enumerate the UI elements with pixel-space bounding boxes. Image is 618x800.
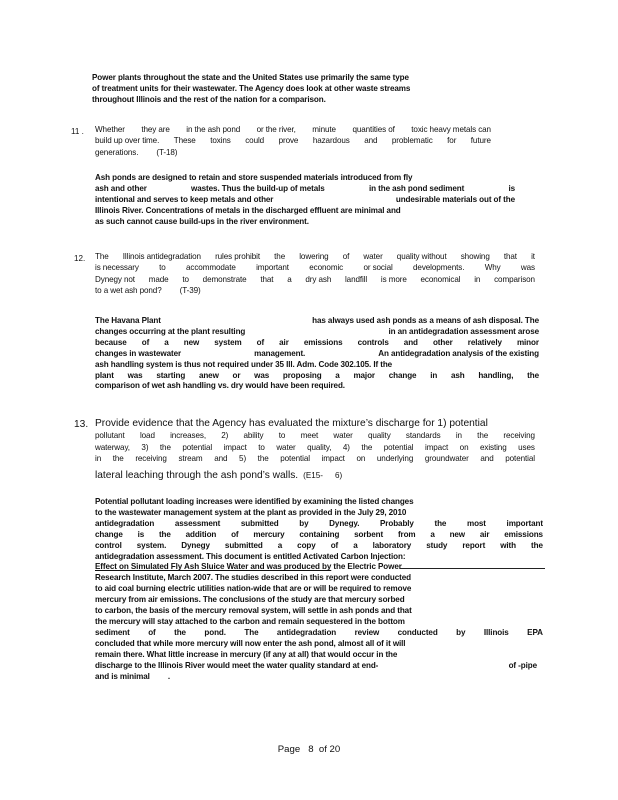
text-segment: on: [356, 454, 366, 464]
text-segment: Potential pollutant loading increases were identified by examining the listed changes: [95, 497, 414, 506]
text-segment: the Electric Power: [331, 562, 402, 572]
text-segment: future: [470, 136, 491, 146]
text-segment: showing: [460, 252, 490, 261]
question-line: [95, 274, 535, 285]
text-segment: relatively: [467, 337, 502, 347]
text-segment: to carbon, the basis of the mercury removal system, will settle in ash ponds and that: [95, 606, 412, 616]
text-segment: potential: [182, 442, 213, 452]
question-line: [95, 124, 491, 135]
text-segment: impact: [223, 442, 247, 452]
intro-line: of treatment units for their wastewater. The Agency does look at other waste streams: [92, 83, 411, 93]
text-segment: review: [354, 627, 380, 637]
answer-line: [95, 195, 515, 206]
text-segment: by: [299, 518, 309, 528]
text-segment: underlying: [376, 454, 414, 464]
question-13-text: [95, 418, 535, 483]
text-segment: antidegradation assessment. This document is entitled Activated Carbon Injection:: [95, 551, 406, 561]
text-segment: economical: [420, 274, 461, 284]
text-segment: to aid coal burning electric utilities nation-wide that are or will be required to remove: [95, 584, 412, 594]
question-line: [95, 453, 535, 465]
text-segment: new: [449, 529, 466, 539]
text-segment: quality,: [307, 442, 332, 452]
text-segment: in: [455, 431, 462, 440]
text-segment: conducted: [397, 627, 438, 637]
answer-line: [95, 360, 539, 371]
answer-line: [95, 173, 515, 184]
text-segment: Why: [484, 263, 501, 273]
text-segment: of: [342, 252, 350, 261]
question-line: [95, 135, 491, 146]
text-segment: (T-39): [179, 286, 201, 296]
text-segment: Whether: [95, 125, 125, 134]
text-segment: 3): [141, 442, 149, 452]
text-segment: addition: [185, 529, 217, 539]
question-12-text: [95, 251, 535, 297]
text-segment: landfill: [344, 274, 368, 284]
text-segment: and is minimal: [95, 671, 150, 681]
text-segment: remain there. What little increase in mercury (if any at all) that would occur in the: [95, 649, 398, 659]
text-segment: other: [432, 337, 453, 347]
text-segment: An antidegradation analysis of the existing: [378, 348, 539, 358]
text-segment: 2): [221, 431, 229, 440]
text-segment: and: [364, 136, 378, 146]
answer-12-text: [95, 316, 539, 392]
text-segment: antidegradation: [95, 518, 155, 528]
text-segment: emissions: [504, 529, 543, 539]
text-segment: economic: [309, 263, 344, 273]
question-line: Provide evidence that the Agency has evaluated the mixture’s discharge for 1) potential: [95, 418, 488, 429]
text-segment: water: [363, 252, 383, 261]
text-segment: EPA: [527, 627, 543, 637]
text-segment: discharge to the Illinois River would meet the water quality standard at end-: [95, 660, 379, 670]
text-segment: or the river,: [256, 125, 296, 134]
question-13-number: 13.: [74, 419, 89, 430]
text-segment: lowering: [299, 252, 329, 261]
question-11-text: [95, 124, 491, 158]
text-segment: mercury from air emissions. The conclusions of the study are that mercury sorbed: [95, 595, 405, 605]
text-segment: that: [503, 252, 517, 261]
text-segment: controls: [357, 337, 389, 347]
text-segment: because: [95, 337, 127, 347]
text-segment: important: [506, 518, 543, 528]
text-segment: in: [95, 454, 102, 464]
text-segment: stream: [178, 454, 203, 464]
question-body: [95, 430, 535, 465]
text-segment: has always used ash ponds as a means of ash disposal. The: [312, 316, 539, 325]
answer-line: [95, 519, 543, 530]
text-segment: handling,: [478, 370, 514, 380]
text-segment: 6): [334, 470, 343, 480]
text-segment: Dynegy not: [95, 274, 135, 284]
text-segment: from: [397, 529, 416, 539]
text-segment: The: [244, 627, 259, 637]
text-segment: a: [335, 370, 340, 380]
text-segment: quality: [367, 431, 391, 440]
text-segment: by: [456, 627, 466, 637]
text-segment: and: [403, 337, 418, 347]
text-segment: the: [274, 252, 286, 261]
text-segment: anew: [198, 370, 219, 380]
text-segment: Illinois River. Concentrations of metals in the discharged effluent are minimal and: [95, 205, 401, 215]
answer-line: [95, 530, 543, 541]
text-segment: to: [278, 431, 286, 440]
text-segment: assessment: [174, 518, 221, 528]
text-segment: of: [141, 337, 150, 347]
answer-line: [95, 349, 539, 360]
text-segment: comparison: [494, 274, 535, 284]
text-segment: it: [531, 252, 535, 261]
text-segment: quantities of: [352, 125, 395, 134]
text-segment: could: [245, 136, 265, 146]
text-segment: was: [254, 370, 270, 380]
answer-line: [95, 497, 543, 508]
text-segment: management.: [254, 348, 306, 358]
text-segment: they are: [141, 125, 170, 134]
text-segment: system.: [136, 540, 167, 550]
text-segment: demonstrate: [202, 274, 247, 284]
text-segment: potential: [505, 454, 535, 464]
text-segment: is: [137, 529, 145, 539]
text-segment: the: [434, 518, 447, 528]
text-segment: (T-18): [156, 147, 178, 157]
answer-line: [95, 316, 539, 327]
question-line: [95, 430, 535, 442]
answer-line: [95, 650, 543, 661]
underlined-title: Effect on Simulated Fly Ash Sluice Water and was produced by: [95, 562, 332, 572]
answer-line: [95, 661, 543, 672]
text-segment: to: [159, 263, 166, 273]
text-segment: ash: [450, 370, 465, 380]
text-segment: uses: [518, 442, 535, 452]
text-segment: The: [95, 252, 109, 261]
page-total: of 20: [318, 744, 341, 755]
text-segment: antidegradation: [276, 627, 337, 637]
intro-paragraph: [92, 73, 411, 106]
text-segment: of: [231, 529, 239, 539]
text-segment: water: [276, 442, 296, 452]
text-segment: lateral leaching through the ash pond’s walls.: [95, 469, 299, 481]
text-segment: was: [127, 370, 143, 380]
text-segment: standards: [405, 431, 441, 440]
answer-line: [95, 338, 539, 349]
text-segment: a: [430, 529, 435, 539]
text-segment: impact: [321, 454, 345, 464]
text-segment: Illinois: [483, 627, 509, 637]
text-segment: build up over time.: [95, 136, 160, 146]
text-segment: major: [353, 370, 375, 380]
text-segment: the: [477, 431, 489, 440]
text-segment: undesirable materials out of the: [395, 194, 515, 204]
answer-line: [95, 672, 543, 683]
text-segment: the: [174, 627, 186, 637]
text-segment: problematic: [391, 136, 433, 146]
text-segment: ash handling system is thus not required under 35 Ill. Adm. Code 302.105. If the: [95, 359, 393, 369]
text-segment: the: [257, 454, 269, 464]
text-segment: air: [279, 337, 289, 347]
text-segment: to a wet ash pond?: [95, 286, 162, 296]
text-segment: a: [287, 274, 292, 284]
text-segment: is more: [380, 274, 407, 284]
text-segment: 5): [239, 454, 247, 464]
answer-line: [95, 584, 543, 595]
text-segment: as such cannot cause build-ups in the river environment.: [95, 216, 309, 226]
question-line: [95, 147, 491, 158]
answer-line: [95, 541, 543, 552]
text-segment: is: [508, 183, 515, 193]
text-segment: proposing: [282, 370, 322, 380]
text-segment: minute: [312, 125, 336, 134]
text-segment: pond.: [204, 627, 226, 637]
text-segment: potential: [383, 442, 414, 452]
text-segment: new: [183, 337, 200, 347]
text-segment: receiving: [503, 431, 535, 440]
text-segment: increases,: [170, 431, 206, 440]
text-segment: The Havana Plant: [95, 316, 161, 325]
text-segment: mercury: [253, 529, 285, 539]
question-12-number: 12.: [74, 254, 86, 263]
text-segment: most: [466, 518, 486, 528]
text-segment: concluded that while more mercury will now enter the ash pond, almost all of it will: [95, 638, 406, 648]
text-segment: Probably: [380, 518, 414, 528]
text-segment: for: [447, 136, 457, 146]
text-segment: sorbent: [354, 529, 384, 539]
text-segment: change: [388, 370, 417, 380]
text-segment: in an antidegradation assessment arose: [388, 326, 539, 336]
text-segment: comparison of wet ash handling vs. dry would have been required.: [95, 381, 345, 391]
text-segment: of -pipe: [508, 660, 537, 670]
text-segment: emissions: [303, 337, 343, 347]
text-segment: copy: [297, 540, 316, 550]
page-number: 8: [308, 744, 314, 755]
text-segment: the: [159, 442, 171, 452]
question-line: [95, 465, 535, 483]
text-segment: to: [258, 442, 265, 452]
text-segment: of: [256, 337, 265, 347]
text-segment: the: [361, 442, 373, 452]
text-segment: wastes. Thus the build-up of metals: [191, 183, 325, 193]
answer-line: [95, 617, 543, 628]
text-segment: of: [148, 627, 156, 637]
question-line: [95, 251, 535, 262]
text-segment: submitted: [240, 518, 279, 528]
text-segment: accommodate: [186, 263, 236, 273]
text-segment: impact: [424, 442, 449, 452]
text-segment: waterway,: [95, 442, 130, 452]
text-segment: change: [95, 529, 123, 539]
text-segment: receiving: [135, 454, 167, 464]
text-segment: in: [430, 370, 438, 380]
text-segment: ability: [243, 431, 264, 440]
answer-line: [95, 595, 543, 606]
text-segment: air: [479, 529, 490, 539]
text-segment: the: [158, 529, 171, 539]
text-segment: is necessary: [95, 263, 139, 273]
answer-line: [95, 206, 515, 217]
text-segment: toxic heavy metals can: [411, 125, 491, 134]
answer-line: [95, 628, 543, 639]
question-11-number: 11 .: [71, 127, 84, 136]
text-segment: Ash ponds are designed to retain and store suspended materials introduced from fly: [95, 173, 413, 182]
text-segment: starting: [156, 370, 186, 380]
text-segment: a: [164, 337, 169, 347]
text-segment: laboratory: [372, 540, 412, 550]
signature-line: [400, 568, 545, 569]
page-label: Page: [277, 744, 301, 755]
answer-line: [95, 639, 543, 650]
text-segment: water: [333, 431, 353, 440]
text-segment: Research Institute, March 2007. The studies described in this report were conducted: [95, 573, 411, 583]
text-segment: with: [500, 540, 516, 550]
text-segment: important: [256, 263, 289, 273]
answer-line: [95, 381, 539, 392]
text-segment: made: [148, 274, 169, 284]
page-footer: [0, 744, 618, 755]
text-segment: ash and other: [95, 183, 147, 193]
text-segment: toxins: [210, 136, 231, 146]
text-segment: load: [139, 431, 155, 440]
text-segment: Dynegy: [181, 540, 210, 550]
question-line: [95, 285, 535, 296]
answer-line: [95, 552, 543, 563]
text-segment: or: [232, 370, 241, 380]
text-segment: in the ash pond: [186, 125, 241, 134]
text-segment: minor: [516, 337, 539, 347]
text-segment: and: [480, 454, 494, 464]
answer-line: [95, 327, 539, 338]
text-segment: or social: [363, 263, 393, 273]
intro-line: Power plants throughout the state and the United States use primarily the same type: [92, 73, 409, 82]
text-segment: to the wastewater management system at the plant as provided in the July 29, 2010: [95, 507, 407, 517]
text-segment: groundwater: [424, 454, 469, 464]
text-segment: system: [214, 337, 242, 347]
answer-13-text: [95, 497, 543, 682]
text-segment: changes in wastewater: [95, 348, 182, 358]
answer-line: [95, 606, 543, 617]
text-segment: report: [462, 540, 486, 550]
text-segment: meet: [300, 431, 319, 440]
text-segment: in: [474, 274, 481, 284]
text-segment: sediment: [95, 627, 130, 637]
text-segment: quality without: [396, 252, 447, 261]
text-segment: potential: [280, 454, 310, 464]
text-segment: the mercury will stay attached to the carbon and remain sequestered in the bottom: [95, 616, 405, 626]
text-segment: submitted: [224, 540, 263, 550]
text-segment: (E15-: [303, 470, 323, 480]
text-segment: plant: [95, 370, 114, 380]
answer-11-text: [95, 173, 515, 228]
text-segment: study: [426, 540, 448, 550]
text-segment: control: [95, 540, 122, 550]
text-segment: pollutant: [95, 431, 125, 440]
text-segment: the: [531, 540, 543, 550]
answer-line: [95, 573, 543, 584]
text-segment: existing: [479, 442, 507, 452]
intro-line: throughout Illinois and the rest of the nation for a comparison.: [92, 94, 326, 104]
text-segment: These: [173, 136, 196, 146]
text-segment: 4): [342, 442, 350, 452]
text-segment: containing: [299, 529, 340, 539]
text-segment: Illinois antidegradation: [122, 252, 201, 261]
text-segment: Dynegy.: [329, 518, 360, 528]
text-segment: the: [527, 370, 539, 380]
text-segment: generations.: [95, 147, 139, 157]
question-line: [95, 442, 535, 454]
text-segment: dry ash: [305, 274, 332, 284]
text-segment: developments.: [413, 263, 465, 273]
text-segment: the: [112, 454, 124, 464]
text-segment: of: [330, 540, 339, 550]
text-segment: to: [182, 274, 189, 284]
text-segment: in the ash pond sediment: [368, 183, 465, 193]
text-segment: intentional and serves to keep metals and other: [95, 194, 274, 204]
text-segment: a: [353, 540, 358, 550]
question-line: [95, 262, 535, 273]
text-segment: and: [214, 454, 228, 464]
text-segment: a: [277, 540, 283, 550]
text-segment: was: [520, 263, 535, 273]
answer-line: [95, 371, 539, 382]
answer-line: [95, 184, 515, 195]
text-segment: prove: [278, 136, 299, 146]
text-segment: .: [167, 671, 170, 681]
text-segment: rules prohibit: [215, 252, 261, 261]
answer-line: [95, 508, 543, 519]
answer-line: [95, 217, 515, 228]
text-segment: changes occurring at the plant resulting: [95, 326, 246, 336]
text-segment: that: [260, 274, 274, 284]
text-segment: on: [459, 442, 469, 452]
text-segment: hazardous: [312, 136, 350, 146]
